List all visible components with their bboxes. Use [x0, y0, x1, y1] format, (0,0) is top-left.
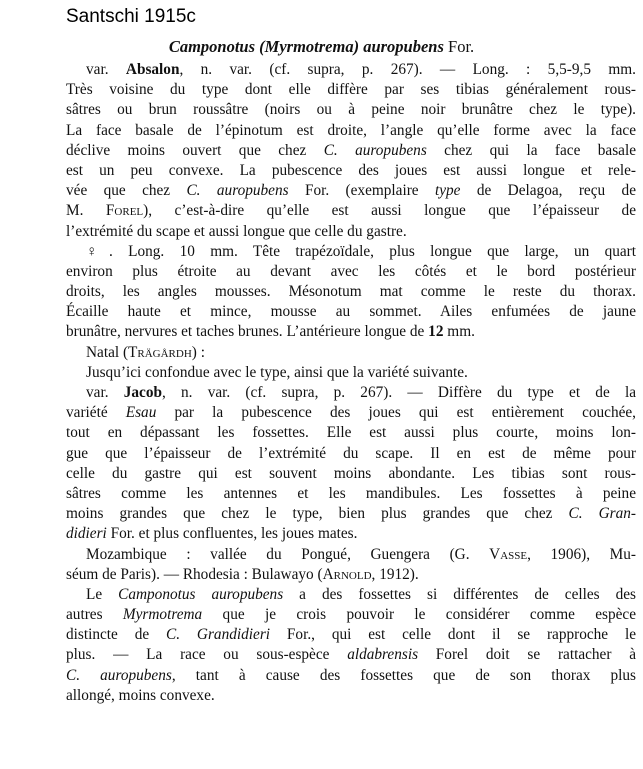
text-span: ), c’est-à-dire qu’elle est aussi longue que l’épaisseur de — [143, 202, 636, 220]
text-span: Très voisine du type dont elle diffère par ses tibias généralement rous- — [66, 81, 636, 99]
bold-span: 12 — [428, 323, 444, 341]
text-span: , n. var. (cf. supra, p. 267). — Long. : 5,5-9,5 mm. — [179, 61, 636, 78]
text-line — [66, 100, 636, 120]
text-span: For., qui est celle dont il se rapproche le — [270, 626, 637, 644]
text-line — [66, 383, 636, 403]
italic-span: C. auropubens — [186, 182, 289, 200]
text-line — [66, 121, 636, 141]
text-span: de Delagoa, reçu de — [460, 182, 636, 200]
text-line — [66, 545, 636, 565]
text-span: , n. var. (cf. supra, p. 267). — Diffère du type et de la — [161, 384, 636, 401]
bold-span: Jacob — [123, 384, 162, 401]
smallcaps-span: Vasse — [489, 545, 528, 563]
smallcaps-span: Forel — [105, 202, 144, 220]
text-line — [66, 343, 636, 363]
text-span: autres — [66, 606, 123, 624]
italic-span: Camponotus auropubens — [118, 585, 284, 603]
text-span: vée que chez — [66, 182, 187, 200]
text-span: gue que l’épaisseur de l’extrémité du scape. Il en est de même pour — [66, 444, 636, 462]
text-span: Forel doit se rattacher à — [418, 646, 637, 664]
title-subgenus: (Myrmotrema) — [259, 37, 360, 56]
text-line — [66, 666, 636, 686]
text-line — [66, 423, 636, 443]
italic-span: C. auropubens — [323, 141, 427, 159]
text-span: For. (exemplaire — [288, 182, 435, 200]
text-span: La face basale de l’épinotum est droite, l’angle qu’elle forme avec la face — [66, 121, 636, 139]
text-span: déclive moins ouvert que chez — [66, 141, 324, 159]
title-species: auropubens — [363, 37, 444, 56]
text-span: sâtres comme les antennes et les mandibules. Les fossettes à peine — [66, 484, 636, 502]
text-span: l’extrémité du scape et aussi longue que celle du gastre. — [66, 222, 407, 240]
text-span: Mozambique : vallée du Pongué, Guengera (G. — [86, 545, 490, 563]
text-span: mm. — [443, 323, 475, 341]
smallcaps-span: Trägårdh — [128, 343, 192, 361]
text-span: M. — [66, 202, 106, 220]
text-span: , tant à cause des fossettes que de son thorax plus — [171, 666, 636, 684]
text-span: , 1912). — [371, 565, 419, 583]
text-line — [66, 181, 636, 201]
text-line — [66, 565, 636, 585]
text-span: distincte de — [66, 626, 167, 644]
title-genus: Camponotus — [168, 37, 256, 56]
text-span: tout en dépassant les fossettes. Elle est aussi plus courte, moins lon- — [66, 424, 636, 442]
text-line — [66, 444, 636, 464]
text-span: Natal ( — [86, 343, 129, 361]
text-line — [66, 60, 636, 80]
text-line — [66, 585, 636, 605]
text-line — [66, 161, 636, 181]
italic-span: C. Grandidieri — [166, 626, 271, 644]
text-span: droits, les angles mousses. Mésonotum mat comme le reste du thorax. — [66, 283, 636, 301]
text-span: est un peu convexe. La pubescence des joues est aussi longue et rele- — [66, 161, 636, 179]
italic-span: didieri — [66, 525, 107, 543]
text-span: chez qui la face basale — [426, 141, 636, 159]
text-line — [66, 141, 636, 161]
title-author: For. — [448, 37, 475, 56]
text-line — [66, 605, 636, 625]
italic-span: type — [434, 182, 461, 200]
text-span: par la pubescence des joues qui est entièrement couchée, — [156, 404, 636, 422]
italic-span: Myrmotrema — [122, 606, 203, 624]
text-line — [66, 403, 636, 423]
text-line — [66, 282, 636, 302]
text-line — [66, 484, 636, 504]
text-span: Écaille haute et mince, mousse au sommet. Ailes enfumées de jaune — [66, 303, 636, 321]
text-span: var. — [86, 61, 126, 78]
text-span: var. — [86, 384, 124, 401]
text-span: environ plus étroite au devant avec les côtés et le bord postérieur — [66, 262, 636, 280]
italic-span: Esau — [125, 404, 157, 422]
italic-span: C. auropubens — [66, 666, 172, 684]
text-span: brunâtre, nervures et taches brunes. L’antérieure longue de — [66, 323, 429, 341]
text-span: variété — [66, 404, 126, 422]
text-line — [66, 363, 636, 383]
citation-tag: Santschi 1915c — [66, 6, 196, 27]
text-line — [66, 80, 636, 100]
italic-span: aldabrensis — [347, 646, 419, 664]
text-span: ) : — [191, 343, 205, 361]
bold-span: Absalon — [125, 61, 180, 78]
text-span: moins grandes que chez le type, bien plus grandes que chez — [66, 505, 569, 523]
smallcaps-span: Arnold — [322, 565, 372, 583]
text-line — [66, 302, 636, 322]
text-line — [66, 464, 636, 484]
text-span: séum de Paris). — Rhodesia : Bulawayo ( — [66, 565, 323, 583]
text-span: plus. — La race ou sous-espèce — [66, 646, 348, 664]
text-span: celle du gastre qui est souvent moins abondante. Les tibias sont rous- — [66, 464, 636, 482]
text-span: For. et plus confluentes, les joues mates. — [106, 525, 358, 543]
body-text — [66, 60, 636, 706]
text-span: Le — [86, 585, 119, 603]
text-line — [66, 262, 636, 282]
text-span: ♀. Long. 10 mm. Tête trapézoïdale, plus longue que large, un quart — [86, 242, 636, 260]
text-span: , 1906), Mu- — [527, 545, 636, 563]
text-line — [66, 322, 636, 342]
text-line — [66, 242, 636, 262]
italic-span: C. Gran- — [568, 505, 636, 523]
text-span: sâtres ou brun roussâtre (noirs ou à peine noir brunâtre chez le type). — [66, 101, 636, 119]
text-span: allongé, moins convexe. — [66, 686, 215, 704]
text-span: a des fossettes si différentes de celles des — [283, 585, 636, 603]
text-line — [66, 625, 636, 645]
text-line — [66, 686, 636, 706]
text-line — [66, 222, 636, 242]
text-line — [66, 524, 636, 544]
text-span: que je crois pouvoir le considérer comme espèce — [202, 606, 636, 624]
text-line — [66, 645, 636, 665]
text-span: Jusqu’ici confondue avec le type, ainsi que la variété suivante. — [86, 363, 468, 381]
text-line — [66, 504, 636, 524]
section-title — [0, 37, 643, 57]
text-line — [66, 201, 636, 221]
